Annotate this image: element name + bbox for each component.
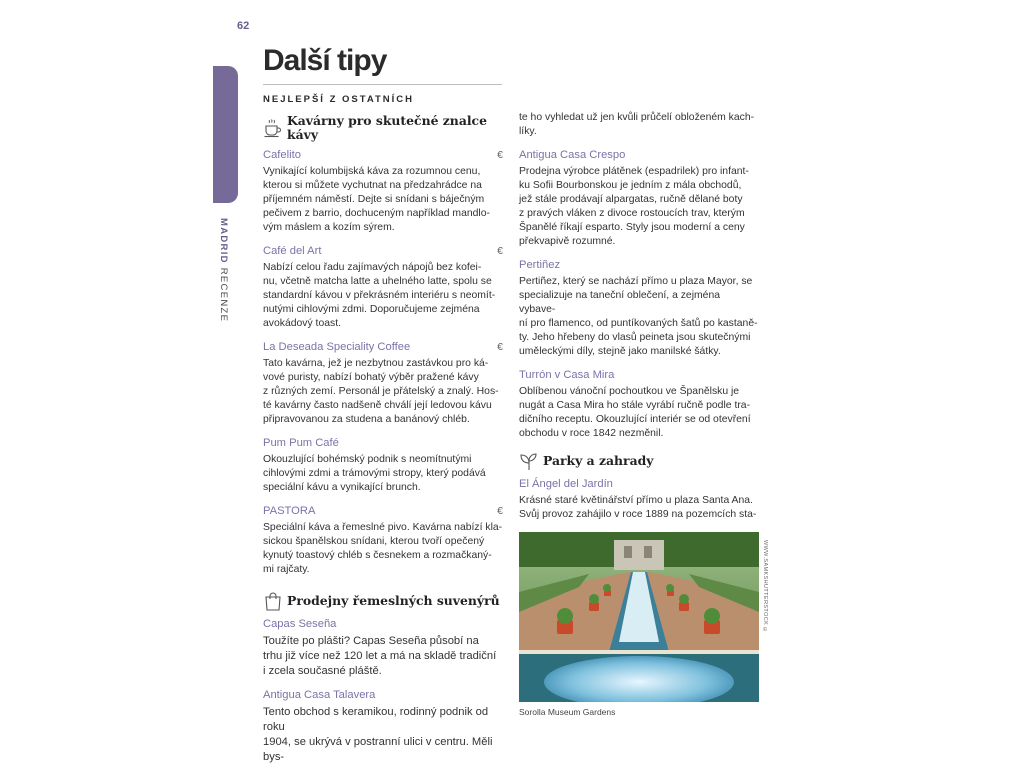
listing-description (263, 453, 503, 495)
page-title: Další tipy (263, 44, 387, 77)
description-line: avokádový toast. (263, 318, 341, 329)
listing-header (519, 368, 759, 382)
side-label-section: RECENZE (218, 263, 229, 323)
right-column (519, 111, 759, 531)
listing-name: Antigua Casa Talavera (263, 689, 376, 701)
listing-name: Turrón v Casa Mira (519, 369, 615, 381)
page-number: 62 (237, 20, 250, 32)
listing-name: PASTORA (263, 505, 316, 517)
left-column (263, 114, 503, 774)
listing-description (519, 385, 759, 441)
description-line: standardní kávou v překrásném interiéru s neomít- (263, 290, 496, 301)
coffee-cup-icon (263, 118, 283, 138)
category-shops (263, 591, 503, 611)
listing-description (519, 494, 759, 522)
description-line: te ho vyhledat už jen kvůli průčelí obloženém kach- (519, 112, 755, 123)
description-line: Nabízí celou řadu zajímavých nápojů bez kofei- (263, 262, 482, 273)
listing-header (263, 436, 503, 450)
description-line: sickou španělskou snídani, kterou tvoří opečený (263, 536, 485, 547)
listing-entry (263, 504, 503, 577)
listing-entry (519, 368, 759, 441)
listing-description (263, 357, 503, 427)
description-line: Krásné staré květinářství přímo u plaza Santa Ana. (519, 495, 753, 506)
description-line: Tento obchod s keramikou, rodinný podnik od roku (263, 706, 489, 733)
photo-credit: WWW.SAMKSHUTTERSTOCK © (762, 540, 768, 634)
description-line: vové puristy, nabízí bohatý výběr pražené kávy (263, 372, 479, 383)
description-line: Pertiñez, který se nachází přímo u plaza Mayor, se (519, 276, 753, 287)
description-line: vým máslem a kozím sýrem. (263, 222, 395, 233)
price-indicator: € (497, 245, 503, 257)
description-line: z různých zemí. Personál je přátelský a znalý. Hos- (263, 386, 499, 397)
listing-description (263, 705, 503, 765)
title-divider (263, 84, 502, 85)
listing-header (263, 244, 503, 258)
listing-name: El Ángel del Jardín (519, 478, 613, 490)
listing-description (519, 275, 759, 359)
listing-description (263, 261, 503, 331)
chapter-tab (213, 66, 238, 203)
category-shops-heading: Prodejny řemeslných suvenýrů (287, 593, 500, 608)
garden-photo (519, 532, 759, 702)
listing-header (263, 340, 503, 354)
description-line: ní pro flamenco, od puntíkovaných šatů po kastaně- (519, 318, 758, 329)
description-line: Španělé říkají esparto. Styly jsou moderní a ceny (519, 222, 745, 233)
description-line: Toužíte po plášti? Capas Seseña působí na (263, 635, 479, 647)
description-line: mi rajčaty. (263, 564, 310, 575)
description-line: Speciální káva a řemeslné pivo. Kavárna nabízí kla- (263, 522, 503, 533)
description-line: ty. Jeho hřebeny do vlasů peineta jsou skutečnými (519, 332, 751, 343)
description-line: líky. (519, 126, 537, 137)
category-parks-heading: Parky a zahrady (543, 453, 654, 468)
listing-header (263, 148, 503, 162)
category-parks (519, 451, 759, 471)
description-line: té kavárny často nadšeně chválí její ledovou kávu (263, 400, 492, 411)
description-line: nugát a Casa Mira ho stále vyrábí ručně podle tra- (519, 400, 751, 411)
listing-name: Antigua Casa Crespo (519, 149, 626, 161)
category-cafes (263, 114, 503, 142)
listing-description (519, 165, 759, 249)
listing-name: Capas Seseña (263, 618, 337, 630)
description-line: Tato kavárna, jež je nezbytnou zastávkou pro ká- (263, 358, 489, 369)
description-line: připravovanou za studena a banánový chléb. (263, 414, 470, 425)
chapter-side-label (218, 218, 229, 322)
description-line: příjemném náměstí. Dejte si snídani s báječným (263, 194, 485, 205)
description-line: Oblíbenou vánoční pochoutkou ve Španělsku je (519, 386, 740, 397)
description-line: jež stále prodávají alpargatas, ručně dělané boty (519, 194, 743, 205)
description-line: Svůj provoz zahájilo v roce 1889 na pozemcích sta- (519, 509, 757, 520)
listing-entry (519, 258, 759, 359)
description-line: trhu již více než 120 let a má na skladě tradiční (263, 650, 497, 662)
listing-entry (263, 688, 503, 765)
description-line: Okouzlující bohémský podnik s neomítnutými (263, 454, 472, 465)
description-line: i zcela současné pláště. (263, 665, 382, 677)
listing-name: La Deseada Speciality Coffee (263, 341, 411, 353)
listing-entry (519, 477, 759, 522)
description-line: kterou si můžete vychutnat na předzahrádce na (263, 180, 482, 191)
shops-list-left (263, 617, 503, 765)
listing-header (519, 258, 759, 272)
description-line: Prodejna výrobce plátěnek (espadrilek) pro infant- (519, 166, 749, 177)
listing-header (263, 617, 503, 631)
description-line: obchodu v roce 1842 nezměnil. (519, 428, 664, 439)
listing-name: Pum Pum Café (263, 437, 339, 449)
listing-description (263, 634, 503, 679)
listing-entry (263, 148, 503, 235)
shopping-bag-icon (263, 591, 283, 611)
listing-entry (519, 148, 759, 249)
listing-header (263, 504, 503, 518)
description-line: ku Sofii Bourbonskou je jedním z mála obchodů, (519, 180, 742, 191)
description-line: překvapivě rozumné. (519, 236, 616, 247)
listing-entry (263, 244, 503, 331)
description-line: kynutý toastový chléb s česnekem a rozmačkaný- (263, 550, 492, 561)
photo-caption: Sorolla Museum Gardens (519, 707, 616, 717)
listing-header (263, 688, 503, 702)
description-line: z pravých vláken z divoce rostoucích trav, kterým (519, 208, 745, 219)
description-line: 1904, se ukrývá v postranní ulici v centru. Měli bys- (263, 736, 493, 763)
section-heading: NEJLEPŠÍ Z OSTATNÍCH (263, 94, 415, 105)
listing-entry (263, 617, 503, 679)
listing-description (263, 165, 503, 235)
description-line: uměleckými díly, stejně jako manilské šátky. (519, 346, 721, 357)
cafes-list (263, 148, 503, 577)
description-line: pečivem z barrio, dochuceným například mandlo- (263, 208, 490, 219)
category-cafes-heading: Kavárny pro skutečné znalce kávy (287, 113, 487, 142)
listing-name: Pertiñez (519, 259, 561, 271)
price-indicator: € (497, 149, 503, 161)
description-line: speciální kávu a vynikající brunch. (263, 482, 421, 493)
description-line: Vynikající kolumbijská káva za rozumnou cenu, (263, 166, 481, 177)
shops-list-right (519, 148, 759, 441)
listing-entry (263, 436, 503, 495)
description-line: nutými cihlovými zdmi. Doporučujeme zejména (263, 304, 480, 315)
listing-entry (263, 340, 503, 427)
listing-description (263, 521, 503, 577)
price-indicator: € (497, 505, 503, 517)
description-line: cihlovými zdmi a trámovými stropy, který podává (263, 468, 486, 479)
listing-header (519, 477, 759, 491)
listing-name: Café del Art (263, 245, 322, 257)
parks-list (519, 477, 759, 522)
side-label-city: MADRID (218, 218, 229, 264)
listing-header (519, 148, 759, 162)
description-line: specializuje na taneční oblečení, a zejména vybave- (519, 290, 721, 315)
description-line: dičního receptu. Okouzlující interiér se od otevření (519, 414, 751, 425)
price-indicator: € (497, 341, 503, 353)
description-line: nu, včetně matcha latte a uhelného latte, spolu se (263, 276, 492, 287)
continuation-text (519, 111, 759, 139)
listing-name: Cafelito (263, 149, 301, 161)
leaf-sprout-icon (519, 451, 539, 471)
